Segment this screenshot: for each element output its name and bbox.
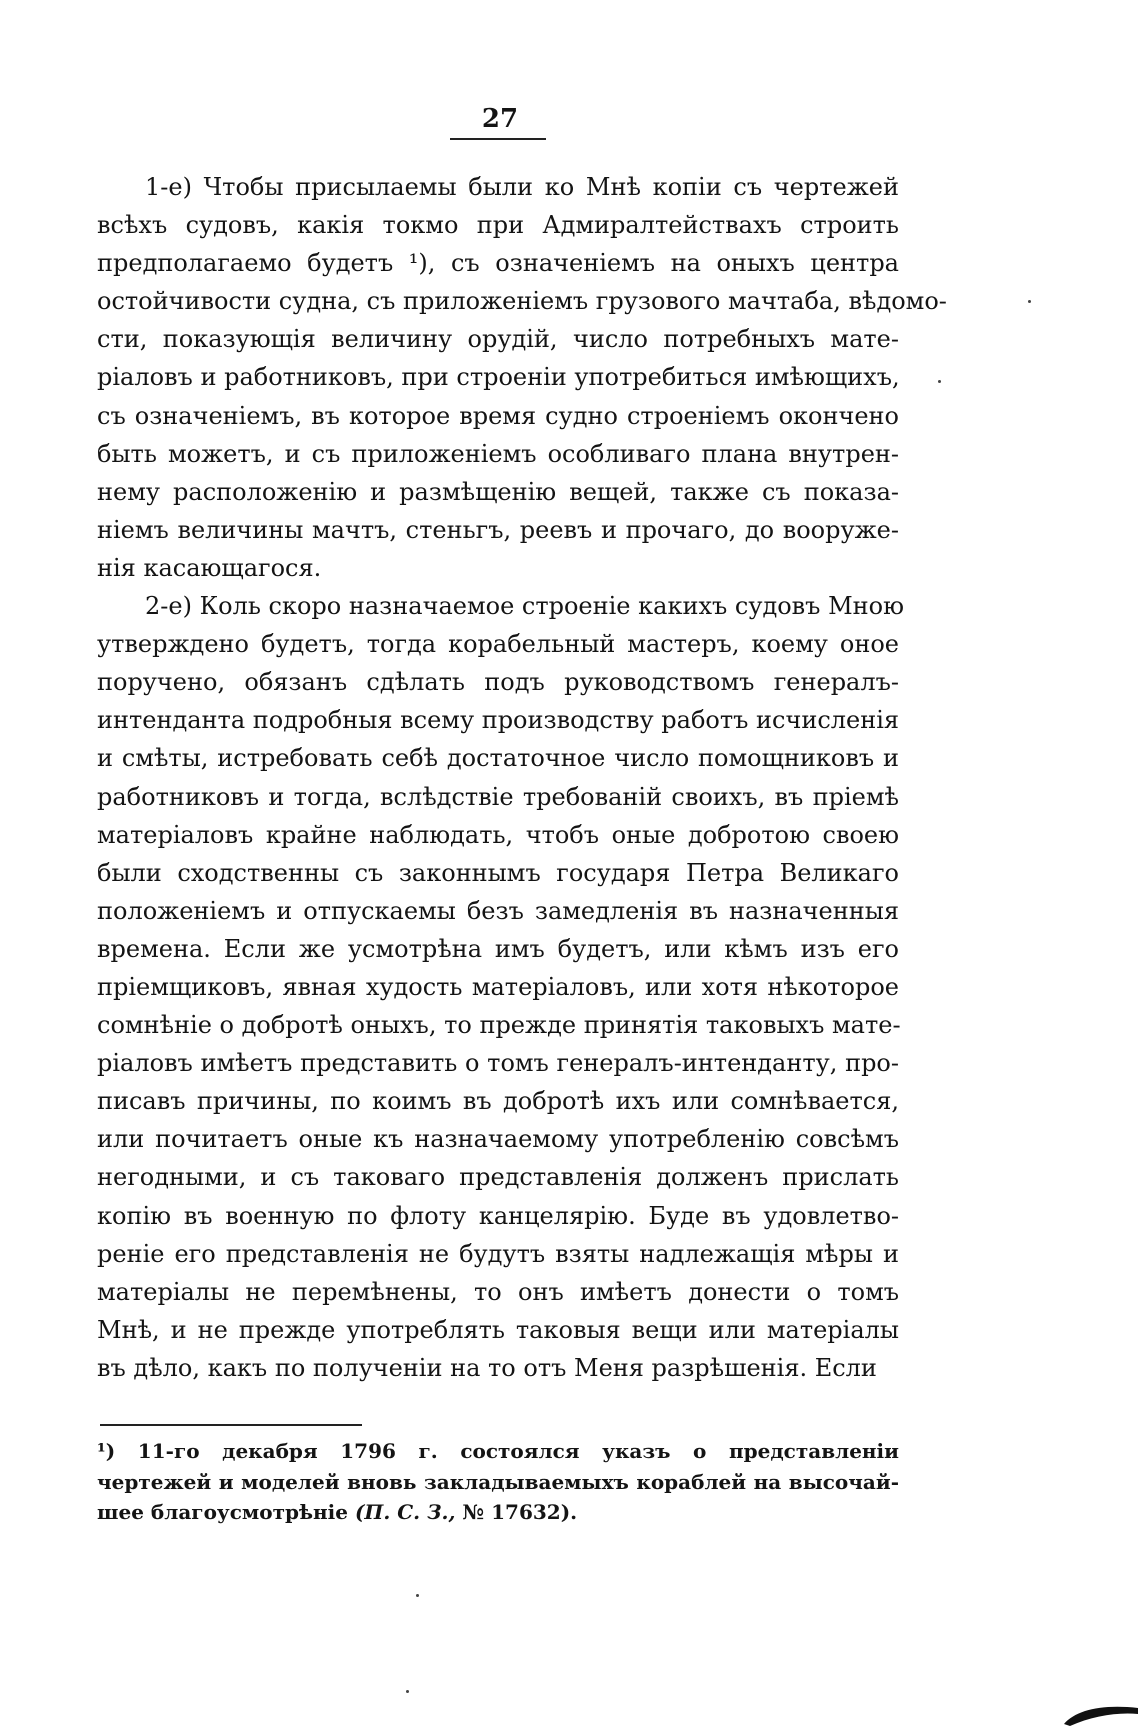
body-line: сомнѣніе о добротѣ оныхъ, то прежде принятія таковыхъ мате- (97, 1011, 901, 1040)
page-number-rule (450, 138, 546, 140)
footnote-line: чертежей и моделей вновь закладываемыхъ кораблей на высочай- (97, 1469, 899, 1494)
body-line: Мнѣ, и не прежде употреблять таковыя вещи или матеріалы (97, 1315, 899, 1344)
scan-smudge (1062, 1700, 1140, 1726)
body-line: предполагаемо будетъ ¹), съ означеніемъ на оныхъ центра (97, 249, 899, 278)
body-line: негодными, и съ таковаго представленія долженъ прислать (97, 1163, 899, 1192)
body-line: писавъ причины, по коимъ въ добротѣ ихъ или сомнѣвается, (97, 1087, 899, 1116)
body-line: въ дѣло, какъ по полученіи на то отъ Меня разрѣшенія. Если (97, 1353, 877, 1382)
body-line: съ означеніемъ, въ которое время судно строеніемъ окончено (97, 401, 899, 430)
scan-speck (938, 380, 941, 383)
body-line: 1-е) Чтобы присылаемы были ко Мнѣ копіи съ чертежей (145, 173, 899, 201)
footnote-line (97, 1497, 899, 1528)
body-line: интенданта подробныя всему производству работъ исчисленія (97, 706, 900, 735)
body-line: сти, показующія величину орудій, число потребныхъ мате- (97, 325, 899, 354)
footnote-rule (100, 1424, 362, 1426)
footnote-number: № 17632). (455, 1500, 578, 1524)
body-line: нему расположенію и размѣщенію вещей, также съ показа- (97, 477, 899, 506)
body-line: утверждено будетъ, тогда корабельный мастеръ, коему оное (97, 630, 899, 659)
body-line: всѣхъ судовъ, какія токмо при Адмиралтействахъ строить (97, 211, 899, 240)
body-line: 2-е) Коль скоро назначаемое строеніе какихъ судовъ Мною (145, 592, 904, 621)
footnote (97, 1436, 899, 1528)
body-line: копію въ военную по флоту канцелярію. Буде въ удовлетво- (97, 1201, 899, 1230)
scan-speck (1028, 300, 1031, 303)
body-text (97, 168, 947, 1387)
footnote-text: шее благоусмотрѣніе (97, 1500, 355, 1524)
body-line: ніемъ величины мачтъ, стеньгъ, реевъ и прочаго, до вооруже- (97, 515, 899, 544)
body-line: пріемщиковъ, явная худость матеріаловъ, или хотя нѣкоторое (97, 972, 899, 1001)
body-line: реніе его представленія не будутъ взяты надлежащія мѣры и (97, 1239, 899, 1268)
body-line: матеріаловъ крайне наблюдать, чтобъ оные добротою своею (97, 820, 899, 849)
body-line: или почитаетъ оные къ назначаемому употребленію совсѣмъ (97, 1125, 899, 1154)
body-line: быть можетъ, и съ приложеніемъ особливаго плана внутрен- (97, 439, 899, 468)
body-line: были сходственны съ законнымъ государя Петра Великаго (97, 858, 899, 887)
body-line: положеніемъ и отпускаемы безъ замедленія въ назначенныя (97, 896, 899, 925)
body-line: времена. Если же усмотрѣна имъ будетъ, или кѣмъ изъ его (97, 934, 899, 963)
body-line: и смѣты, истребовать себѣ достаточное число помощниковъ и (97, 744, 899, 773)
body-line: ріаловъ имѣетъ представить о томъ генералъ-интенданту, про- (97, 1049, 899, 1078)
body-line: остойчивости судна, съ приложеніемъ грузового мачтаба, вѣдомо- (97, 287, 947, 316)
scan-speck (406, 1690, 409, 1693)
body-line: матеріалы не перемѣнены, то онъ имѣетъ донести о томъ (97, 1277, 899, 1306)
footnote-line: ¹) 11-го декабря 1796 г. состоялся указъ о представленіи (97, 1439, 899, 1463)
body-line: ріаловъ и работниковъ, при строеніи употребиться имѣющихъ, (97, 363, 900, 392)
page-number: 27 (481, 104, 519, 134)
footnote-citation: (П. С. З., (354, 1500, 456, 1524)
body-line: работниковъ и тогда, вслѣдствіе требованій своихъ, въ пріемѣ (97, 782, 899, 811)
scan-speck (416, 1594, 419, 1597)
body-line: нія касающагося. (97, 553, 322, 582)
body-line: поручено, обязанъ сдѣлать подъ руководствомъ генералъ- (97, 668, 899, 697)
